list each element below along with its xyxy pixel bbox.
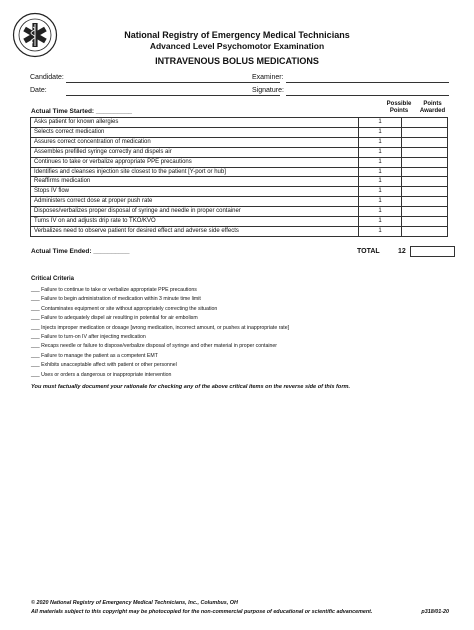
critical-criteria-title: Critical Criteria: [31, 276, 75, 282]
points-awarded-cell[interactable]: [402, 157, 448, 167]
points-awarded-cell[interactable]: [402, 127, 448, 137]
copyright-notice: © 2020 National Registry of Emergency Medical Technicians, Inc., Columbus, OH: [31, 600, 238, 606]
candidate-label: Candidate:: [30, 74, 64, 81]
points-awarded-cell[interactable]: [402, 226, 448, 236]
possible-points: 1: [359, 207, 402, 217]
step-label: Continues to take or verbalize appropriate PPE precautions: [31, 157, 359, 167]
points-awarded-cell[interactable]: [402, 187, 448, 197]
step-label: Administers correct dose at proper push rate: [31, 197, 359, 207]
possible-points: 1: [359, 137, 402, 147]
possible-points: 1: [359, 118, 402, 128]
critical-criteria-list: [31, 286, 289, 380]
table-row: [31, 167, 448, 177]
photocopy-notice: All materials subject to this copyright may be photocopied for the non-commercial purpose of educational or scientific advancement.: [31, 609, 373, 615]
possible-points: 1: [359, 187, 402, 197]
actual-time-ended: Actual Time Ended: __________: [31, 248, 130, 255]
step-label: Verbalizes need to observe patient for desired effect and adverse side effects: [31, 226, 359, 236]
table-row: [31, 197, 448, 207]
documentation-note: You must factually document your rationale for checking any of the above critical items on the reverse side of this form.: [31, 384, 351, 390]
possible-points: 1: [359, 147, 402, 157]
examiner-label: Examiner:: [252, 74, 284, 81]
points-awarded-cell[interactable]: [402, 167, 448, 177]
critical-criterion[interactable]: ___ Failure to continue to take or verbalize appropriate PPE precautions: [31, 287, 197, 293]
critical-criterion[interactable]: ___ Exhibits unacceptable affect with patient or other personnel: [31, 362, 177, 369]
possible-points: 1: [359, 167, 402, 177]
table-row: [31, 127, 448, 137]
signature-label: Signature:: [252, 87, 284, 94]
step-label: Selects correct medication: [31, 127, 359, 137]
step-label: Disposes/verbalizes proper disposal of syringe and needle in proper container: [31, 207, 359, 217]
form-title: INTRAVENOUS BOLUS MEDICATIONS: [155, 56, 319, 66]
step-label: Turns IV on and adjusts drip rate to TKO/KVO: [31, 217, 359, 227]
points-awarded-cell[interactable]: [402, 217, 448, 227]
critical-criterion[interactable]: ___ Failure to turn-on IV after injecting medication: [31, 333, 146, 340]
critical-criterion[interactable]: ___ Injects improper medication or dosage [wrong medication, incorrect amount, or pushes at inappropriate rate]: [31, 324, 290, 331]
possible-header-line1: Possible: [386, 101, 412, 107]
step-label: Identifies and cleanses injection site closest to the patient [Y-port or hub]: [31, 167, 359, 177]
table-row: [31, 118, 448, 128]
table-row: [31, 137, 448, 147]
possible-points: 1: [359, 157, 402, 167]
points-awarded-header: [410, 101, 455, 115]
candidate-field[interactable]: [66, 82, 280, 83]
form-code: p318/01-20: [421, 609, 449, 615]
step-label: Asks patient for known allergies: [31, 118, 359, 128]
skill-checklist-table: [30, 117, 448, 237]
table-row: [31, 147, 448, 157]
signature-field[interactable]: [286, 95, 449, 96]
date-label: Date:: [30, 87, 47, 94]
actual-time-started: Actual Time Started: __________: [31, 108, 133, 115]
exam-subtitle: Advanced Level Psychomotor Examination: [149, 41, 325, 51]
possible-points: 1: [359, 226, 402, 236]
table-row: [31, 187, 448, 197]
date-signature-row: [30, 87, 450, 97]
total-value: 12: [398, 248, 406, 255]
candidate-examiner-row: [30, 74, 450, 84]
step-label: Assembles prefilled syringe correctly and dispels air: [31, 147, 359, 157]
possible-points: 1: [359, 197, 402, 207]
possible-points: 1: [359, 217, 402, 227]
table-row: [31, 207, 448, 217]
points-awarded-cell[interactable]: [402, 177, 448, 187]
total-label: TOTAL: [357, 248, 380, 255]
organization-name: National Registry of Emergency Medical Technicians: [124, 30, 350, 40]
step-label: Reaffirms medication: [31, 177, 359, 187]
step-label: Stops IV flow: [31, 187, 359, 197]
critical-criterion[interactable]: ___ Failure to adequately dispel air resulting in potential for air embolism: [31, 315, 198, 322]
awarded-header-line1: Points: [423, 101, 442, 107]
table-row: [31, 217, 448, 227]
critical-criterion[interactable]: ___ Contaminates equipment or site without appropriately correcting the situation: [31, 305, 218, 312]
points-awarded-cell[interactable]: [402, 207, 448, 217]
table-row: [31, 157, 448, 167]
step-label: Assures correct concentration of medication: [31, 137, 359, 147]
total-awarded-cell[interactable]: [410, 246, 455, 257]
possible-points: 1: [359, 177, 402, 187]
possible-header-line2: Points: [389, 108, 409, 114]
possible-points: 1: [359, 127, 402, 137]
points-awarded-cell[interactable]: [402, 197, 448, 207]
table-row: [31, 226, 448, 236]
critical-criterion[interactable]: ___ Failure to manage the patient as a competent EMT: [31, 352, 158, 359]
critical-criterion[interactable]: ___ Failure to begin administration of medication within 3 minute time limit: [31, 296, 201, 303]
examiner-field[interactable]: [286, 82, 449, 83]
points-awarded-cell[interactable]: [402, 147, 448, 157]
critical-criterion[interactable]: ___ Recaps needle or failure to dispose/verbalize disposal of syringe and other material in proper container: [31, 343, 277, 350]
table-row: [31, 177, 448, 187]
date-field[interactable]: [66, 95, 280, 96]
awarded-header-line2: Awarded: [419, 108, 446, 114]
points-awarded-cell[interactable]: [402, 137, 448, 147]
points-awarded-cell[interactable]: [402, 118, 448, 128]
critical-criterion[interactable]: ___ Uses or orders a dangerous or inappropriate intervention: [31, 371, 172, 378]
